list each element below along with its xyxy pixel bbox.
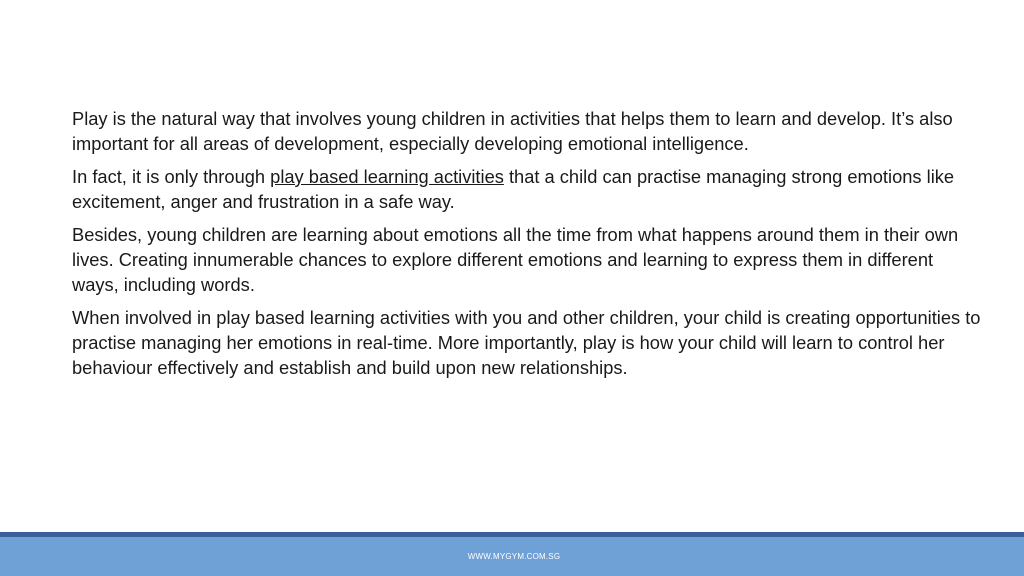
footer-band bbox=[0, 537, 1024, 576]
footer-url: WWW.MYGYM.COM.SG bbox=[467, 552, 561, 561]
paragraph-2-intro: In fact, it is only through bbox=[72, 166, 271, 187]
paragraph-3: Besides, young children are learning about emotions all the time from what happens around them in their own lives. Creating innumerable chances to explore different emotions and learning to express them in different ways, including words. bbox=[72, 224, 959, 295]
paragraph-1: Play is the natural way that involves young children in activities that helps them to learn and develop. It’s also important for all areas of development, especially developing emotional intelligence. bbox=[72, 108, 953, 154]
paragraph-2 bbox=[72, 164, 982, 214]
paragraph-4: When involved in play based learning activities with you and other children, your child is creating opportunities to practise managing her emotions in real-time. More importantly, play is how your child will learn to control her behaviour effectively and establish and build upon new relationships. bbox=[72, 307, 981, 378]
play-based-learning-link[interactable]: play based learning activities bbox=[270, 166, 504, 187]
slide-body bbox=[72, 106, 982, 388]
paragraph-2-rest: that a child can practise managing strong emotions like excitement, anger and frustration in a safe way. bbox=[72, 166, 955, 212]
